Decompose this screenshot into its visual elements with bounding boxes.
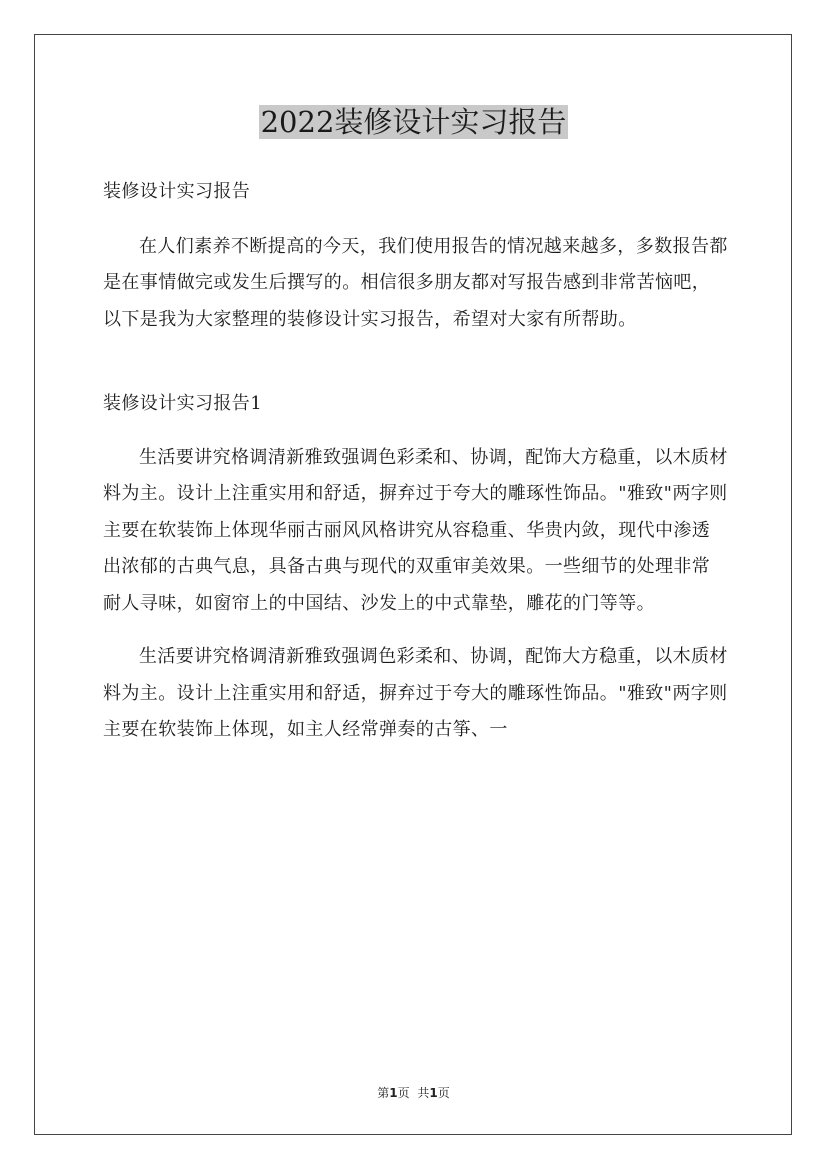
footer-total-number: 1 [429,1086,438,1100]
footer-total-prefix: 共 [417,1086,430,1100]
page-footer [0,1084,827,1102]
intro-heading: 装修设计实习报告 [103,181,251,202]
section-1-heading: 装修设计实习报告1 [103,393,263,414]
footer-page-prefix: 第 [377,1086,390,1100]
intro-paragraph: 在人们素养不断提高的今天，我们使用报告的情况越来越多，多数报告都是在事情做完或发生后撰写的。相信很多朋友都对写报告感到非常苦恼吧，以下是我为大家整理的装修设计实习报告，希望对大家有所帮助。 [103,235,728,330]
section-1-paragraph-1: 生活要讲究格调清新雅致强调色彩柔和、协调，配饰大方稳重，以木质材料为主。设计上注重实用和舒适，摒弃过于夸大的雕琢性饰品。"雅致"两字则主要在软装饰上体现华丽古丽风风格讲究从容稳重、华贵内敛，现代中渗透出浓郁的古典气息，具备古典与现代的双重审美效果。一些细节的处理非常耐人寻味，如窗帘上的中国结、沙发上的中式靠垫，雕花的门等等。 [103,446,728,614]
document-title [0,98,827,146]
section-1-paragraph-2: 生活要讲究格调清新雅致强调色彩柔和、协调，配饰大方稳重，以木质材料为主。设计上注重实用和舒适，摒弃过于夸大的雕琢性饰品。"雅致"两字则主要在软装饰上体现，如主人经常弹奏的古筝、一 [103,646,728,740]
footer-total-suffix: 页 [437,1086,450,1100]
document-body [103,174,728,749]
document-title-text: 2022装修设计实习报告 [260,105,567,139]
footer-page-suffix: 页 [397,1086,410,1100]
footer-page-number: 1 [389,1086,398,1100]
